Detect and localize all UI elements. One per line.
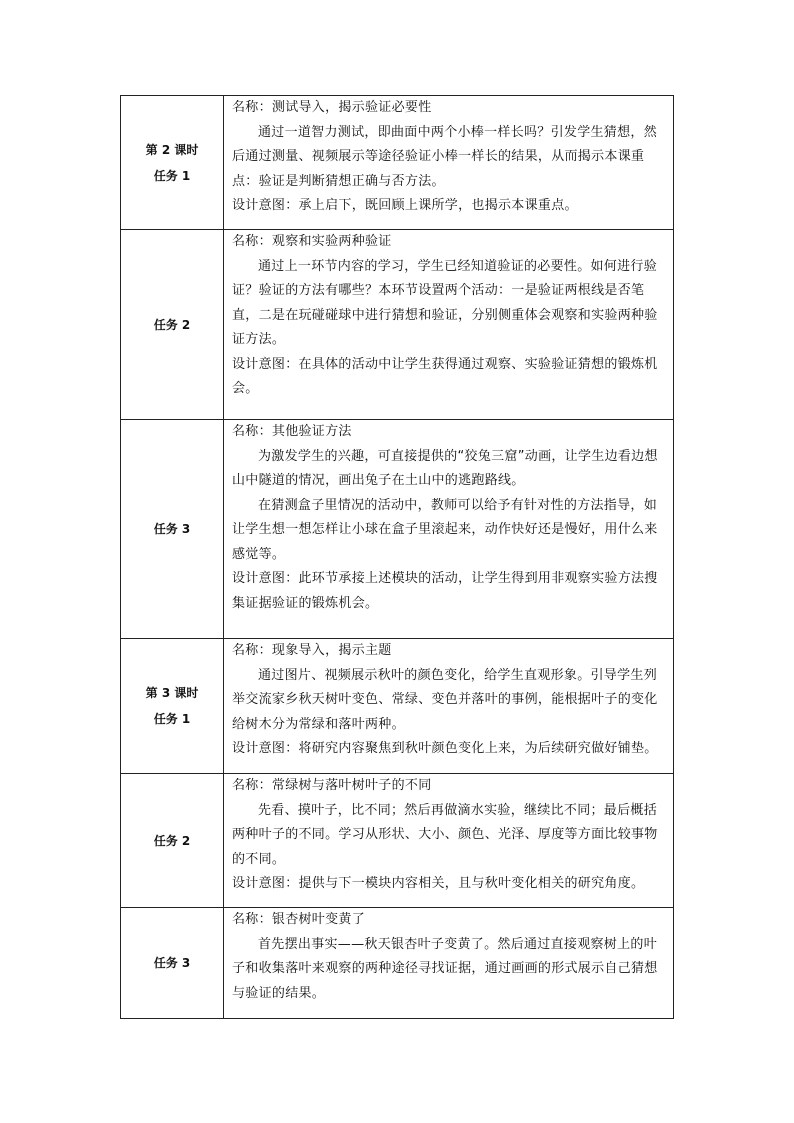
table-row <box>121 639 674 774</box>
item-description: 先看、摸叶子，比不同；然后再做滴水实验，继续比不同；最后概括两种叶子的不同。学习从形状、大小、颜色、光泽、厚度等方面比较事物的不同。 <box>232 802 658 867</box>
item-description: 在猜测盒子里情况的活动中，教师可以给予有针对性的方法指导，如让学生想一想怎样让小球在盒子里滚起来，动作快好还是慢好，用什么来感觉等。 <box>232 497 658 562</box>
table-row <box>121 96 674 230</box>
row-label <box>121 639 224 774</box>
row-label <box>121 908 224 1019</box>
task-label: 任务 3 <box>153 956 191 970</box>
row-label <box>121 96 224 230</box>
lesson-label: 第 3 课时 <box>145 686 199 700</box>
row-content <box>224 908 674 1019</box>
design-intent: 设计意图：将研究内容聚焦到秋叶颜色变化上来，为后续研究做好铺垫。 <box>232 741 658 756</box>
lesson-plan-table <box>120 95 674 1019</box>
row-content <box>224 96 674 230</box>
task-label: 任务 2 <box>153 833 191 848</box>
row-content <box>224 639 674 774</box>
table-row <box>121 908 674 1019</box>
task-label: 任务 3 <box>153 522 191 536</box>
item-name: 名称：观察和实验两种验证 <box>232 234 392 249</box>
row-label <box>121 774 224 908</box>
row-content <box>224 774 674 908</box>
item-description: 首先摆出事实——秋天银杏叶子变黄了。然后通过直接观察树上的叶子和收集落叶来观察的两种途径寻找证据，通过画画的形式展示自己猜想与验证的结果。 <box>232 936 658 1001</box>
table-row <box>121 230 674 420</box>
table-row <box>121 420 674 639</box>
item-name: 名称：银杏树叶变黄了 <box>232 912 366 927</box>
item-description: 为激发学生的兴趣，可直接提供的“狡兔三窟”动画，让学生边看边想山中隧道的情况，画出兔子在土山中的逃跑路线。 <box>232 448 658 488</box>
row-content <box>224 420 674 639</box>
design-intent: 设计意图：承上启下，既回顾上课所学，也揭示本课重点。 <box>232 198 578 213</box>
item-name: 名称：测试导入，揭示验证必要性 <box>232 100 432 115</box>
item-name: 名称：现象导入，揭示主题 <box>232 643 392 658</box>
design-intent: 设计意图：在具体的活动中让学生获得通过观察、实验验证猜想的锻炼机会。 <box>232 356 658 396</box>
item-description: 通过图片、视频展示秋叶的颜色变化，给学生直观形象。引导学生列举交流家乡秋天树叶变色、常绿、变色并落叶的事例，能根据叶子的变化给树木分为常绿和落叶两种。 <box>232 667 658 732</box>
item-name: 名称：常绿树与落叶树叶子的不同 <box>232 778 432 793</box>
row-content <box>224 230 674 420</box>
item-description: 通过上一环节内容的学习，学生已经知道验证的必要性。如何进行验证？验证的方法有哪些？本环节设置两个活动：一是验证两根线是否笔直，二是在玩碰碰球中进行猜想和验证，分别侧重体会观察和实验两种验证方法。 <box>232 258 658 347</box>
table-row <box>121 774 674 908</box>
row-label <box>121 420 224 639</box>
item-description: 通过一道智力测试，即曲面中两个小棒一样长吗？引发学生猜想，然后通过测量、视频展示等途径验证小棒一样长的结果，从而揭示本课重点：验证是判断猜想正确与否方法。 <box>232 124 658 189</box>
item-name: 名称：其他验证方法 <box>232 424 352 439</box>
task-label: 任务 1 <box>153 168 191 183</box>
lesson-label: 第 2 课时 <box>145 142 199 157</box>
task-label: 任务 2 <box>153 317 191 332</box>
design-intent: 设计意图：此环节承接上述模块的活动，让学生得到用非观察实验方法搜集证据验证的锻炼机会。 <box>232 571 658 611</box>
task-label: 任务 1 <box>153 712 191 726</box>
design-intent: 设计意图：提供与下一模块内容相关，且与秋叶变化相关的研究角度。 <box>232 876 645 891</box>
row-label <box>121 230 224 420</box>
